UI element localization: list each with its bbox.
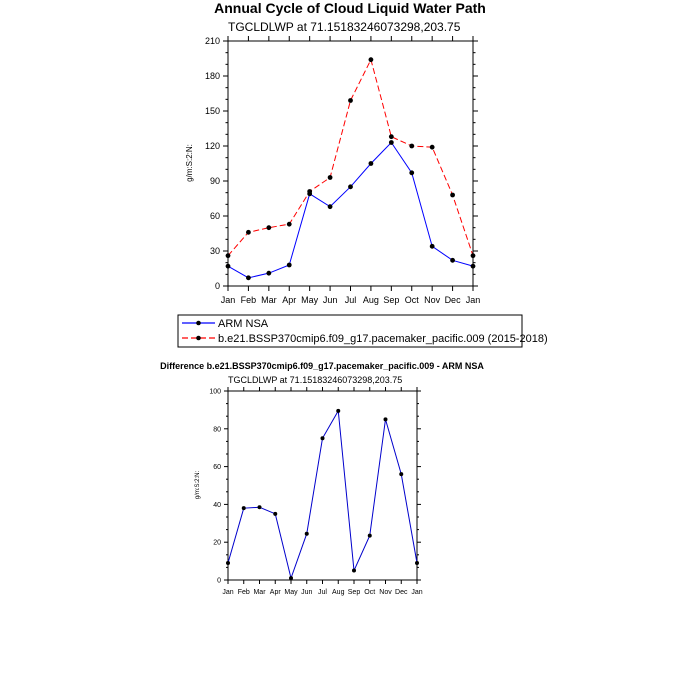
series-0-point-0 [226,264,231,269]
series-0-point-3 [273,512,277,516]
chart1-legend [178,315,548,347]
series-0-point-6 [348,184,353,189]
series-0-point-10 [384,417,388,421]
series-0-point-10 [430,244,435,249]
series-1-point-5 [328,175,333,180]
series-0-point-2 [258,505,262,509]
series-0-point-0 [226,561,230,565]
chart1-y-axis-label: g/m:S:2:N: [185,144,194,182]
y-tick-label: 40 [213,501,221,509]
y-tick-label: 60 [209,211,220,222]
series-line-1 [228,60,473,256]
x-tick-label: Jan [220,295,236,305]
y-tick-label: 0 [214,281,220,292]
x-tick-label: Nov [379,589,392,596]
series-1-point-3 [287,222,292,227]
plot-frame [228,391,417,580]
y-tick-label: 80 [213,426,221,434]
x-tick-label: Dec [395,589,408,596]
series-0-point-12 [471,264,476,269]
series-line-0 [228,143,473,278]
chart1-plot [205,36,480,305]
x-tick-label: Jun [322,295,338,305]
chart2-plot [209,387,422,596]
x-tick-label: Jul [318,589,327,596]
series-0-point-2 [266,271,271,276]
series-1-point-2 [266,225,271,230]
y-tick-label: 20 [213,539,221,547]
legend-marker-arm-nsa [196,321,201,326]
x-tick-label: Mar [253,589,266,596]
x-tick-label: May [301,295,319,305]
series-0-point-6 [321,436,325,440]
x-tick-label: Sep [347,589,361,596]
series-0-point-7 [369,161,374,166]
x-tick-label: Dec [444,295,461,305]
series-1-point-1 [246,230,251,235]
series-0-point-7 [336,409,340,413]
x-tick-label: Nov [424,295,441,305]
x-tick-label: Oct [404,295,419,305]
series-0-point-11 [399,472,403,476]
x-tick-label: Apr [282,295,297,305]
series-line-0 [228,411,417,578]
x-tick-label: Oct [364,589,376,596]
series-1-point-9 [409,144,414,149]
series-0-point-1 [246,275,251,280]
series-1-point-11 [450,193,455,198]
series-0-point-9 [409,170,414,175]
x-tick-label: Feb [237,589,250,596]
series-1-point-10 [430,145,435,150]
y-tick-label: 90 [209,176,220,187]
series-1-point-12 [471,253,476,258]
chart2-title: Difference b.e21.BSSP370cmip6.f09_g17.pacemaker_pacific.009 - ARM NSA [160,361,484,371]
x-tick-label: Feb [240,295,257,305]
series-1-point-8 [389,134,394,139]
y-tick-label: 100 [209,388,221,396]
x-tick-label: Mar [261,295,277,305]
series-0-point-9 [368,534,372,538]
y-tick-label: 30 [209,246,220,257]
chart2-subtitle: TGCLDLWP at 71.15183246073298,203.75 [228,375,403,385]
x-tick-label: Aug [362,295,379,305]
x-tick-label: Jan [411,589,423,596]
series-0-point-1 [242,506,246,510]
legend-marker-model [196,336,201,341]
x-tick-label: Sep [383,295,400,305]
y-tick-label: 60 [213,464,221,472]
y-tick-label: 150 [204,106,220,117]
x-tick-label: Jun [301,589,313,596]
series-0-point-3 [287,263,292,268]
legend-label-model: b.e21.BSSP370cmip6.f09_g17.pacemaker_pacific.009 (2015-2018) [218,333,548,345]
x-tick-label: Apr [269,589,281,596]
y-tick-label: 0 [217,577,221,585]
x-tick-label: Aug [332,589,345,596]
y-tick-label: 180 [204,71,220,82]
y-tick-label: 120 [204,141,220,152]
chart2-y-axis-label: g/m:S:2:N: [195,470,201,500]
x-tick-label: Jul [344,295,357,305]
x-tick-label: Jan [465,295,481,305]
x-tick-label: Jan [222,589,234,596]
series-1-point-4 [307,189,312,194]
series-0-point-8 [352,569,356,573]
chart1-subtitle: TGCLDLWP at 71.15183246073298,203.75 [228,20,461,34]
series-0-point-11 [450,258,455,263]
chart1-title: Annual Cycle of Cloud Liquid Water Path [214,0,486,16]
series-0-point-12 [415,561,419,565]
series-1-point-6 [348,98,353,103]
series-1-point-0 [226,253,231,258]
series-0-point-5 [305,532,309,536]
y-tick-label: 210 [204,36,220,47]
series-0-point-4 [289,576,293,580]
legend-label-arm-nsa: ARM NSA [218,318,269,330]
x-tick-label: May [284,589,298,596]
series-0-point-5 [328,204,333,209]
series-1-point-7 [369,57,374,62]
series-0-point-8 [389,140,394,145]
